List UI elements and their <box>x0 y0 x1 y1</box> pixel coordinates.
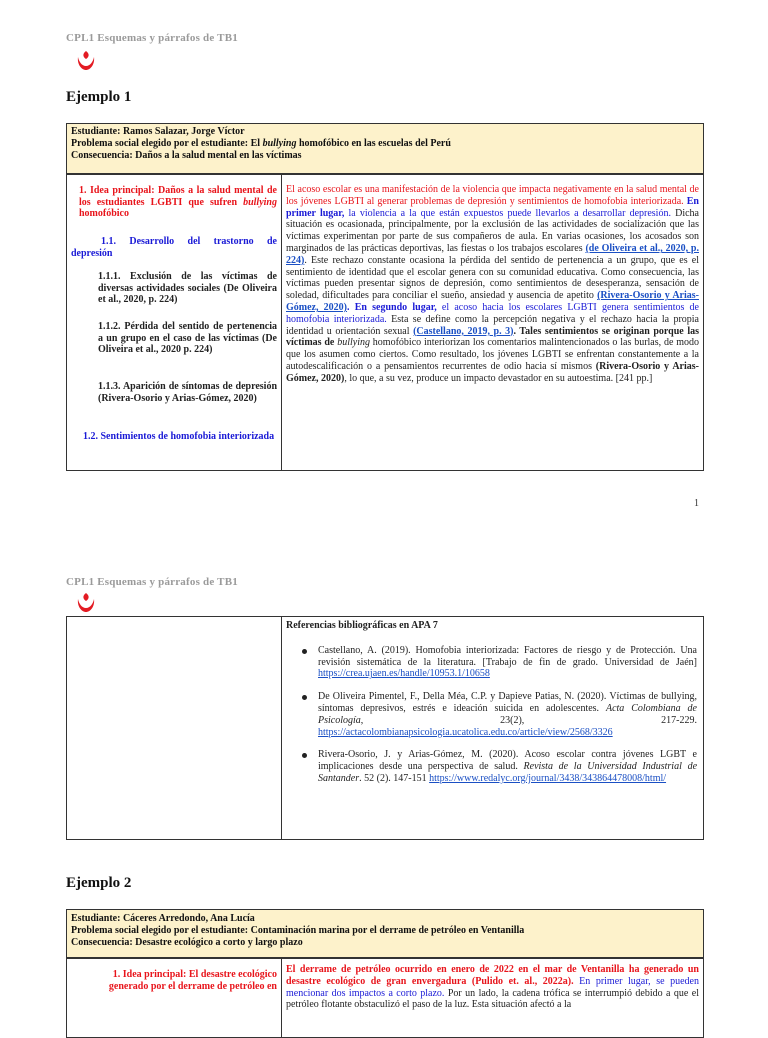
consequence-line: Consecuencia: Desastre ecológico a corto y largo plazo <box>71 937 303 948</box>
student-line: Estudiante: Cáceres Arredondo, Ana Lucía <box>71 913 255 924</box>
citation-link[interactable]: (Pulido et. al., 2022a) <box>471 975 572 987</box>
page-header-1: CPL1 Esquemas y párrafos de TB1 <box>66 32 238 44</box>
problem-line: Problema social elegido por el estudiante: Contaminación marina por el derrame de petróleo en Ventanilla <box>71 925 525 936</box>
outline-cell-continued <box>67 617 282 839</box>
references-cell <box>282 617 703 839</box>
university-logo-icon <box>74 48 98 72</box>
page-number: 1 <box>694 498 699 509</box>
paragraph-cell: El derrame de petróleo ocurrido en enero de 2022 en el mar de Ventanilla ha generado un desastre ecológico de gran envergadura (Pulido et. al., 2022a). En primer lugar, se pueden mencionar dos impactos a corto plazo. Por un lado, la cadena trófica se interrumpió debido a que el petróleo flotante obstaculizó el paso de la luz. Esta situación afectó a la <box>286 964 699 1011</box>
outline-references-table <box>66 616 704 840</box>
reference-item: De Oliveira Pimentel, F., Della Méa, C.P. y Dapieve Patias, N. (2020). Víctimas de bullying, síntomas depresivos, estrés e ideación suicida en adolescentes. Acta Colombiana de Psicología, 23(2), 217-229. https://actacolombianapsicologia.ucatolica.edu.co/article/view/2568/3326 <box>286 691 697 738</box>
page-header-2: CPL1 Esquemas y párrafos de TB1 <box>66 576 238 588</box>
reference-url-link[interactable]: https://www.redalyc.org/journal/3438/343864478008/html/ <box>429 772 667 784</box>
citation-link[interactable]: (Rivera-Osorio y Arias-Gómez, 2020) <box>286 290 699 313</box>
bullet-icon <box>302 753 307 758</box>
citation-link[interactable]: (de Oliveira et al., 2020, p. 224) <box>286 242 699 266</box>
university-logo-icon <box>74 590 98 614</box>
outline-1-2: 1.2. Sentimientos de homofobia interiorizada <box>83 431 275 442</box>
reference-item: Castellano, A. (2019). Homofobia interiorizada: Factores de riesgo y de Protección. Una revisión sistemática de la literatura. [Trabajo de fin de grado. Universidad de Jaén] https://crea.ujaen.es/handle/10953.1/10658 <box>286 645 697 680</box>
student-info-box-2 <box>66 909 704 958</box>
student-line: Estudiante: Ramos Salazar, Jorge Víctor <box>71 126 245 137</box>
student-info-box-1 <box>66 123 704 174</box>
paragraph-cell: El acoso escolar es una manifestación de la violencia que impacta negativamente en la salud mental de los jóvenes LGBTI al generar problemas de depresión y sentimientos de homofobia interiorizada. En primer lugar, la violencia a la que están expuestos puede llevarlos a desarrollar depresión. Dicha situación es ocasionada, principalmente, por la exclusión de las actividades de socialización que las víctimas experimentan por parte de sus compañeros de aula. En varias ocasiones, los acosados son marginados de las prácticas deportivas, las fiestas o los trabajos escolares (de Oliveira et al., 2020, p. 224). Este rechazo constante ocasiona la pérdida del sentido de pertenencia a un grupo, que es el sentimiento de identidad que el escolar genera con su comunidad educativa. Como consecuencia, las víctimas pueden presentar signos de depresión, como sentimientos de desesperanza, sensación de soledad, dificultades para conciliar el sueño, ansiedad y ausencia de apetito (Rivera-Osorio y Arias-Gómez, 2020). En segundo lugar, el acoso hacia los escolares LGBTI genera sentimientos de homofobia interiorizada. Esta se define como la percepción negativa y el rechazo hacia la propia identidad u orientación sexual (Castellano, 2019, p. 3). Tales sentimientos se originan porque las víctimas de bullying homofóbico interiorizan los comentarios malintencionados o las burlas, de modo que los asumen como ciertos. Como resultado, los jóvenes LGBTI se enfrentan constantemente a la autodescalificación o a pensamientos recurrentes de odio hacia sí mismos (Rivera-Osorio y Arias-Gómez, 2020), lo que, a su vez, produce un impacto devastador en su autoestima. [241 pp.] <box>286 184 699 384</box>
outline-1-1-2: 1.1.2. Pérdida del sentido de pertenencia a un grupo en el caso de las víctimas (De Oliveira et al., 2020 p. 224) <box>98 321 277 355</box>
citation-link[interactable]: (Castellano, 2019, p. 3) <box>413 325 514 337</box>
outline-cell <box>67 175 282 470</box>
reference-item: Rivera-Osorio, J. y Arias-Gómez, M. (2020). Acoso escolar contra jóvenes LGBT e implicaciones desde una perspectiva de salud. Revista de la Universidad Industrial de Santander. 52 (2). 147-151 https://www.redalyc.org/journal/3438/343864478008/html/ <box>286 749 697 784</box>
ejemplo-1-title: Ejemplo 1 <box>66 89 132 105</box>
main-idea: 1. Idea principal: Daños a la salud mental de los estudiantes LGBTI que sufren bullying homofóbico <box>79 185 277 219</box>
outline-paragraph-table-2 <box>66 958 704 1038</box>
ejemplo-2-title: Ejemplo 2 <box>66 875 132 891</box>
outline-1-1: 1.1. Desarrollo del trastorno de depresión <box>71 236 277 259</box>
bullet-icon <box>302 695 307 700</box>
main-idea: 1. Idea principal: El desastre ecológico generado por el derrame de petróleo en <box>108 969 277 992</box>
problem-line: Problema social elegido por el estudiante: El bullying homofóbico en las escuelas del Perú <box>71 138 451 149</box>
reference-url-link[interactable]: https://actacolombianapsicologia.ucatolica.edu.co/article/view/2568/3326 <box>318 726 613 738</box>
outline-1-1-3: 1.1.3. Aparición de síntomas de depresión (Rivera-Osorio y Arias-Gómez, 2020) <box>98 381 277 404</box>
outline-cell <box>67 959 282 1037</box>
bullet-icon <box>302 649 307 654</box>
consequence-line: Consecuencia: Daños a la salud mental en las víctimas <box>71 150 302 161</box>
references-title: Referencias bibliográficas en APA 7 <box>286 620 438 631</box>
reference-url-link[interactable]: https://crea.ujaen.es/handle/10953.1/10658 <box>318 668 490 680</box>
outline-paragraph-table-1 <box>66 174 704 471</box>
outline-1-1-1: 1.1.1. Exclusión de las víctimas de diversas actividades sociales (De Oliveira et al., 2020, p. 224) <box>98 271 277 305</box>
